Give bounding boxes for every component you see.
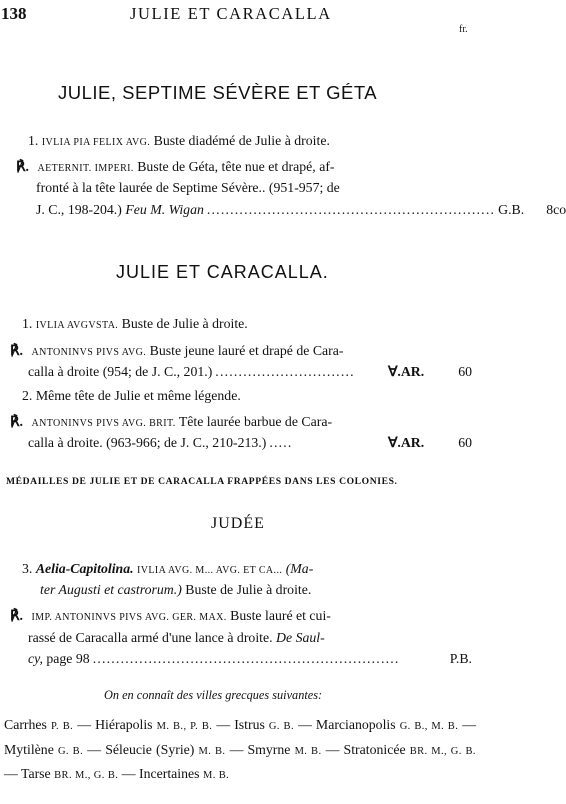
separator: — [325, 741, 340, 757]
coin-legend: IVLIA PIA FELIX AVG. [41, 137, 151, 148]
coin-description: Même tête de Julie et même légende. [35, 388, 241, 403]
entry-number: 1. [28, 133, 39, 148]
entry-3-reverse-line-1 [10, 608, 331, 624]
entry-2-1-obverse [22, 316, 248, 332]
reference [28, 651, 90, 667]
provenance: Feu M. Wigan [125, 202, 204, 217]
city-metal: M. B. [294, 745, 322, 757]
entry-3-obverse-line-1 [22, 561, 313, 577]
separator: — [462, 717, 477, 732]
city-name: Smyrne [247, 741, 291, 757]
entry-3-reverse-line-2 [28, 630, 325, 646]
reverse-symbol: ℟. [10, 608, 23, 623]
coin-legend: ANTONINVS PIVS AVG. BRIT. [31, 418, 176, 429]
separator: — [87, 741, 102, 757]
running-head [0, 2, 479, 35]
coin-legend: IMP. ANTONINVS PIVS AVG. GER. MAX. [31, 612, 227, 623]
reverse-text: Buste jeune lauré et drapé de Cara- [149, 343, 344, 358]
entry-2-1-reverse-line-1 [10, 343, 344, 359]
city-name: Tarse [21, 766, 51, 781]
city-metal: G. B. [57, 745, 84, 757]
separator: — [229, 741, 244, 757]
price: 8co [546, 202, 566, 217]
leader-dots: .................................................................. [92, 651, 400, 666]
reverse-text: Tête laurée barbue de Cara- [178, 414, 333, 429]
price: 60 [458, 364, 472, 379]
section-title-julie-et-caracalla: JULIE ET CARACALLA. [116, 262, 329, 282]
entry-2-1-reverse-line-2 [28, 364, 472, 380]
city-name: Mytilène [4, 741, 54, 757]
entry-1-reverse-line-2: fronté à la tête laurée de Septime Sévère.. (951-957; de [36, 180, 340, 195]
reverse-date: calla à droite. (963-966; de J. C., 210-213.) [28, 435, 267, 450]
coin-legend: ANTONINVS PIVS AVG. [31, 347, 147, 358]
coin-description: Buste diadémé de Julie à droite. [153, 133, 330, 148]
separator: — [121, 766, 136, 781]
reverse-text: Buste de Géta, tête nue et drapé, af- [137, 159, 335, 174]
reverse-symbol: ℟. [10, 414, 23, 429]
leader-dots: .............................. [215, 364, 355, 379]
city-name: Hiérapolis [95, 717, 153, 732]
city-name: Aelia-Capitolina. [35, 561, 134, 576]
coin-description: Buste de Julie à droite. [121, 316, 248, 331]
city-name: Séleucie (Syrie) [105, 741, 195, 757]
entry-2-2-reverse-line-2 [28, 435, 472, 451]
margin-note: fr. [459, 24, 468, 35]
city-name: Marcianopolis [315, 717, 396, 732]
reverse-date-text: J. C., 198-204.) [36, 202, 122, 217]
page-number: 138 [1, 4, 27, 23]
reverse-symbol: ℟. [16, 159, 29, 174]
reference-author: cy, [28, 651, 43, 666]
city-metal: M. B. [202, 770, 230, 781]
metal-size: Ɐ.AR. [387, 364, 425, 379]
entry-3-reverse-line-3 [28, 651, 472, 667]
reverse-text: Buste lauré et cui- [230, 608, 331, 623]
separator: — [77, 717, 92, 732]
section-title-julie-septime-severe-geta: JULIE, SEPTIME SÉVÈRE ET GÉTA [58, 82, 378, 103]
entry-2-2-reverse-line-1 [10, 414, 332, 430]
coin-description: Buste de Julie à droite. [185, 582, 312, 597]
city-metal: M. B., P. B. [156, 721, 213, 732]
city-metal: P. B. [50, 721, 74, 732]
leader-dots: ..... [269, 435, 293, 450]
coin-legend: IVLIA AVG. M... AVG. ET CA... [137, 565, 283, 576]
legend-expansion: (Ma- [285, 561, 314, 576]
reverse-symbol: ℟. [10, 343, 23, 358]
metal-size: P.B. [449, 651, 472, 666]
entry-number: 1. [22, 316, 33, 331]
reverse-date [36, 202, 204, 218]
city-metal: BR. M., G. B. [409, 745, 476, 757]
price: 60 [458, 435, 472, 450]
section-title-judee: JUDÉE [211, 515, 265, 532]
city-metal: G. B., M. B. [399, 721, 459, 732]
coin-legend: IVLIA AVGVSTA. [35, 320, 119, 331]
entry-1-reverse-line-3 [36, 202, 566, 218]
city-name: Stratonicée [343, 741, 406, 757]
entry-1-obverse [28, 133, 330, 149]
reverse-date: calla à droite (954; de J. C., 201.) [28, 364, 213, 379]
entry-2-2-obverse [22, 388, 241, 404]
cities-intro: On en connaît des villes grecques suivantes: [104, 688, 323, 702]
separator: — [216, 717, 231, 732]
city-name: Carrhes [4, 717, 47, 732]
entry-3-obverse-line-2 [40, 582, 311, 598]
metal-size: Ɐ.AR. [387, 435, 425, 450]
city-name: Incertaines [138, 766, 200, 781]
city-metal: BR. M., G. B. [54, 770, 119, 781]
separator: — [4, 766, 18, 781]
metal-size: G.B. [498, 202, 525, 217]
cities-paragraph [4, 714, 476, 788]
running-title: JULIE ET CARACALLA [130, 4, 332, 23]
entry-number: 3. [22, 561, 33, 576]
entry-number: 2. [22, 388, 33, 403]
coin-legend: AETERNIT. IMPERI. [37, 163, 134, 174]
colonies-heading: MÉDAILLES DE JULIE ET DE CARACALLA FRAPPÉES DANS LES COLONIES. [6, 476, 398, 487]
reverse-text: rassé de Caracalla armé d'une lance à droite. [28, 630, 273, 645]
entry-1-reverse-line-1 [16, 159, 335, 175]
city-name: Istrus [234, 717, 265, 732]
city-metal: M. B. [198, 745, 226, 757]
separator: — [298, 717, 312, 732]
legend-expansion: ter Augusti et castrorum.) [40, 582, 182, 597]
leader-dots: .............................................................. [206, 202, 496, 217]
city-metal: G. B. [268, 721, 294, 732]
reference-page: page 98 [46, 651, 90, 666]
reference-author: De Saul- [276, 630, 325, 645]
